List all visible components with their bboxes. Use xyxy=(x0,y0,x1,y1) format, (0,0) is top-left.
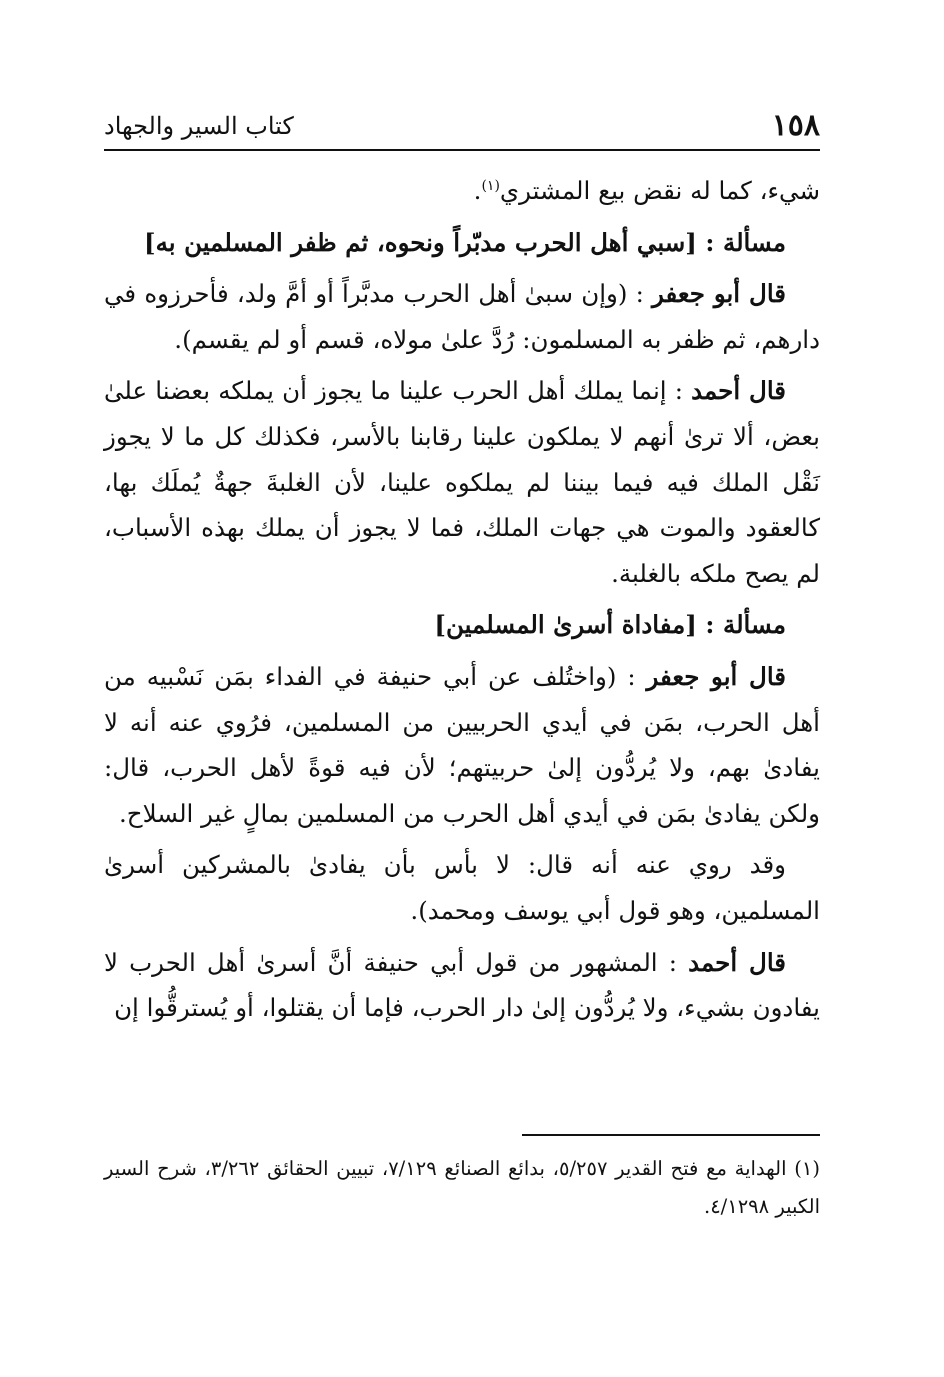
paragraph: وقد روي عنه أنه قال: لا بأس بأن يفادىٰ بالمشركين أسرىٰ المسلمين، وهو قول أبي يوسف ومحمد). xyxy=(104,850,820,925)
paragraph-end: . xyxy=(473,176,482,205)
footnotes xyxy=(104,1150,820,1226)
speaker-label: قال أحمد xyxy=(688,947,786,977)
book-title: كتاب السير والجهاد xyxy=(104,112,294,140)
paragraph-text: شيء، كما له نقض بيع المشتري xyxy=(499,176,820,205)
section-heading: مسألة : [سبي أهل الحرب مدبّراً ونحوه، ثم ظفر المسلمين به] xyxy=(144,227,786,257)
page xyxy=(104,0,820,1377)
paragraph xyxy=(104,368,820,596)
footnote-reference: (١) xyxy=(481,177,500,194)
speaker-label: قال أحمد xyxy=(691,376,787,406)
section-heading: مسألة : [مفاداة أسرىٰ المسلمين] xyxy=(434,610,786,640)
header-rule xyxy=(104,149,820,151)
paragraph-text: : المشهور من قول أبي حنيفة أنَّ أسرىٰ أهل الحرب لا يفادون بشيء، ولا يُردُّون إلىٰ دار الحرب، فإما أن يقتلوا، أو يُسترقُّوا إن xyxy=(104,947,820,1023)
paragraph-continuation xyxy=(104,168,820,214)
speaker-label: قال أبو جعفر xyxy=(646,661,786,691)
page-number: ١٥٨ xyxy=(771,108,820,143)
speaker-label: قال أبو جعفر xyxy=(652,279,786,309)
footnote: (١) الهداية مع فتح القدير ٥/٢٥٧، بدائع الصنائع ٧/١٢٩، تبيين الحقائق ٣/٢٦٢، شرح السير الكبير ٤/١٢٩٨. xyxy=(104,1157,820,1218)
running-header xyxy=(104,105,820,147)
paragraph-text: : (وإن سبىٰ أهل الحرب مدبَّراً أو أمَّ ولد، فأحرزوه في دارهم، ثم ظفر به المسلمون: رُدَّ علىٰ مولاه، قسم أو لم يقسم). xyxy=(104,279,820,354)
paragraph-text: : (واختُلف عن أبي حنيفة في الفداء بمَن نَسْبيه من أهل الحرب، بمَن في أيدي الحربيين من المسلمين، فرُوي عنه أنه لا يفادىٰ بهم، ولا يُردُّون إلىٰ حربيتهم؛ لأن فيه قوةً لأهل الحرب، قال: ولكن يفادىٰ بمَن في أيدي أهل الحرب من المسلمين بمالٍ غير السلاح. xyxy=(104,661,820,828)
paragraph-text: : إنما يملك أهل الحرب علينا ما يجوز أن يملكه بعضنا علىٰ بعض، ألا ترىٰ أنهم لا يملكون علينا رقابنا بالأسر، فكذلك كل ما لا يجوز نَقْل الملك فيه فيما بيننا لم يملكوه علينا، لأن الغلبةَ جهةٌ يُملَك بها، كالعقود والموت هي جهات الملك، فما لا يجوز أن يملك بهذه الأسباب، لم يصح ملكه بالغلبة. xyxy=(104,376,820,588)
paragraph xyxy=(104,654,820,836)
main-text xyxy=(104,168,820,1031)
paragraph xyxy=(104,271,820,362)
paragraph xyxy=(104,940,820,1031)
footnote-separator xyxy=(522,1134,820,1136)
